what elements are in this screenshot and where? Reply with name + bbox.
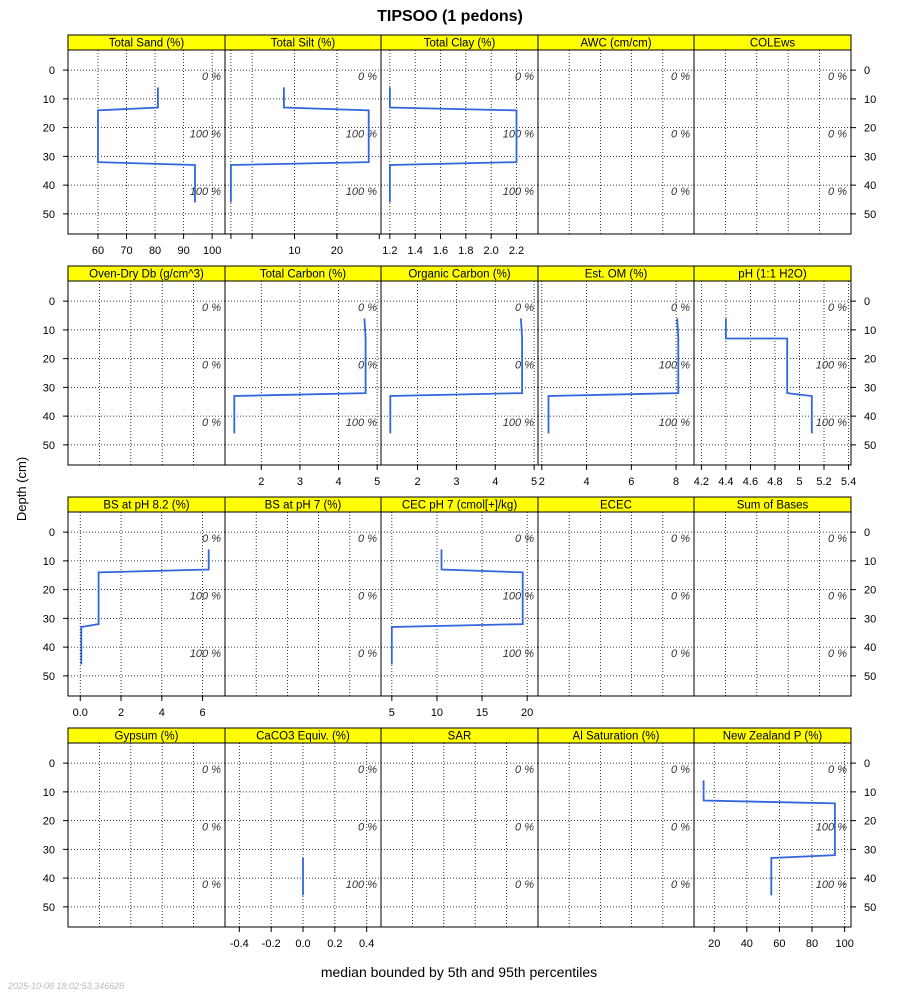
y-tick-label: 20 [864, 353, 877, 366]
x-tick-label: 2 [538, 476, 545, 488]
y-tick-label: 0 [864, 65, 871, 78]
x-tick-label: 80 [805, 938, 819, 950]
y-tick-label: 40 [864, 873, 877, 886]
y-tick-label: 20 [864, 122, 877, 135]
panel [43, 35, 225, 257]
panel [694, 266, 877, 488]
percent-label: 0 % [515, 359, 534, 372]
x-tick-label: 5 [374, 476, 381, 488]
y-tick-label: 50 [864, 208, 877, 221]
percent-label: 0 % [358, 821, 377, 834]
x-tick-label: 0.2 [327, 938, 343, 950]
panel [381, 497, 538, 719]
percent-label: 100 % [189, 647, 221, 660]
x-tick-label: 40 [740, 938, 753, 950]
x-tick-label: 2 [258, 476, 265, 488]
x-tick-label: 90 [177, 245, 190, 257]
percent-label: 0 % [358, 532, 377, 545]
panel [43, 266, 225, 465]
x-axis-label: median bounded by 5th and 95th percentiles [320, 964, 598, 980]
percent-label: 0 % [671, 128, 690, 141]
y-tick-label: 30 [42, 613, 55, 626]
panel [538, 35, 694, 234]
percent-label: 0 % [202, 70, 221, 83]
percent-label: 100 % [815, 821, 847, 834]
percent-label: 0 % [828, 532, 847, 545]
panel [381, 728, 538, 927]
x-tick-label: 6 [628, 476, 635, 488]
panel-title: Sum of Bases [736, 499, 809, 512]
percent-label: 100 % [345, 416, 377, 429]
percent-label: 100 % [502, 647, 534, 660]
y-tick-label: 30 [42, 151, 55, 164]
y-tick-label: 10 [864, 786, 877, 799]
percent-label: 0 % [202, 763, 221, 776]
x-tick-label: -0.2 [261, 938, 281, 950]
percent-label: 100 % [815, 359, 847, 372]
percent-label: 0 % [515, 821, 534, 834]
panel [43, 728, 225, 927]
x-tick-label: 3 [453, 476, 460, 488]
x-tick-label: 4 [583, 476, 590, 488]
x-tick-label: 1.2 [382, 245, 398, 257]
y-tick-label: 20 [42, 353, 55, 366]
x-tick-label: 6 [199, 707, 206, 719]
panel-title: CaCO3 Equiv. (%) [256, 730, 350, 743]
y-tick-label: 50 [42, 439, 55, 452]
panel-title: Total Silt (%) [270, 37, 336, 50]
x-tick-label: 2.2 [508, 245, 525, 257]
percent-label: 0 % [202, 821, 221, 834]
panel-title: New Zealand P (%) [722, 730, 823, 743]
y-tick-label: 0 [48, 527, 55, 540]
percent-label: 0 % [671, 185, 690, 198]
percent-label: 100 % [502, 128, 534, 141]
y-tick-label: 30 [42, 844, 55, 857]
panel [225, 35, 381, 257]
percent-label: 100 % [189, 185, 221, 198]
y-tick-label: 40 [42, 180, 55, 193]
percent-label: 100 % [345, 878, 377, 891]
x-tick-label: 80 [148, 245, 162, 257]
percent-label: 100 % [345, 128, 377, 141]
y-tick-label: 10 [864, 555, 877, 568]
x-tick-label: 0.0 [295, 938, 311, 950]
x-tick-label: 60 [773, 938, 786, 950]
panel-title: Al Saturation (%) [572, 730, 660, 743]
percent-label: 0 % [515, 532, 534, 545]
y-tick-label: 30 [864, 151, 877, 164]
percent-label: 100 % [658, 416, 690, 429]
percent-label: 0 % [828, 301, 847, 314]
percent-label: 0 % [671, 590, 690, 603]
y-tick-label: 50 [864, 670, 877, 683]
x-tick-label: 1.6 [432, 245, 449, 257]
panel-title: COLEws [749, 37, 796, 50]
y-tick-label: 40 [42, 642, 55, 655]
x-tick-label: 100 [835, 938, 854, 950]
x-tick-label: 15 [475, 707, 489, 719]
y-tick-label: 50 [42, 670, 55, 683]
percent-label: 0 % [358, 647, 377, 660]
percent-label: 0 % [358, 359, 377, 372]
x-tick-label: 4 [492, 476, 499, 488]
x-tick-label: 20 [708, 938, 721, 950]
y-tick-label: 20 [42, 815, 55, 828]
panel-title: Est. OM (%) [584, 268, 648, 281]
percent-label: 0 % [671, 763, 690, 776]
panel [694, 497, 876, 696]
y-tick-label: 10 [42, 324, 55, 337]
y-tick-label: 10 [42, 555, 55, 568]
panel-title: BS at pH 8.2 (%) [103, 499, 190, 512]
y-axis-label: Depth (cm) [14, 456, 29, 522]
y-tick-label: 20 [864, 815, 877, 828]
percent-label: 0 % [202, 359, 221, 372]
percent-label: 0 % [202, 416, 221, 429]
x-tick-label: 1.8 [458, 245, 474, 257]
x-tick-label: 4 [158, 707, 165, 719]
x-tick-label: 5.4 [840, 476, 857, 488]
x-tick-label: 4.8 [767, 476, 783, 488]
panel-title: SAR [447, 730, 472, 743]
x-tick-label: 3 [296, 476, 303, 488]
x-tick-label: 70 [120, 245, 133, 257]
panel-title: Total Sand (%) [108, 37, 185, 50]
x-tick-label: 4 [335, 476, 342, 488]
panel [225, 266, 381, 488]
panel-title: Total Clay (%) [423, 37, 496, 50]
x-tick-label: 5 [531, 476, 538, 488]
x-tick-label: 5 [388, 707, 395, 719]
panel-title: Oven-Dry Db (g/cm^3) [89, 268, 204, 281]
y-tick-label: 10 [864, 324, 877, 337]
panel [225, 497, 381, 696]
x-tick-label: 2.0 [483, 245, 499, 257]
panel [381, 35, 538, 257]
y-tick-label: 50 [864, 901, 877, 914]
percent-label: 0 % [671, 532, 690, 545]
percent-label: 100 % [189, 590, 221, 603]
y-tick-label: 20 [42, 584, 55, 597]
panel [538, 728, 694, 927]
y-tick-label: 0 [864, 527, 871, 540]
percent-label: 100 % [815, 416, 847, 429]
y-tick-label: 40 [864, 180, 877, 193]
y-tick-label: 20 [864, 584, 877, 597]
percent-label: 0 % [515, 878, 534, 891]
percent-label: 0 % [515, 763, 534, 776]
x-tick-label: -0.4 [229, 938, 249, 950]
panel [225, 728, 381, 950]
y-tick-label: 40 [864, 642, 877, 655]
panels-group [43, 35, 877, 950]
x-tick-label: 20 [330, 245, 344, 257]
panel-title: Gypsum (%) [114, 730, 179, 743]
percent-label: 100 % [189, 128, 221, 141]
y-tick-label: 50 [42, 901, 55, 914]
percent-label: 0 % [358, 590, 377, 603]
y-tick-label: 0 [864, 758, 871, 771]
y-tick-label: 30 [864, 613, 877, 626]
percent-label: 0 % [202, 532, 221, 545]
percent-label: 0 % [671, 878, 690, 891]
percent-label: 0 % [358, 763, 377, 776]
chart-title: TIPSOO (1 pedons) [377, 8, 523, 25]
percent-label: 0 % [358, 70, 377, 83]
y-tick-label: 10 [42, 93, 55, 106]
percent-label: 0 % [671, 647, 690, 660]
y-tick-label: 10 [42, 786, 55, 799]
percent-label: 0 % [828, 590, 847, 603]
y-tick-label: 0 [864, 296, 871, 309]
y-tick-label: 10 [864, 93, 877, 106]
percent-label: 0 % [515, 301, 534, 314]
panel-title: BS at pH 7 (%) [264, 499, 342, 512]
panel [381, 266, 538, 488]
y-tick-label: 30 [42, 382, 55, 395]
x-tick-label: 1.4 [407, 245, 423, 257]
x-tick-label: 60 [91, 245, 105, 257]
percent-label: 0 % [828, 647, 847, 660]
footer-timestamp: 2025-10-08 18:02:53.346628 [8, 981, 125, 991]
panel [694, 728, 876, 950]
x-tick-label: 4.2 [693, 476, 710, 488]
x-tick-label: 4.6 [742, 476, 759, 488]
x-tick-label: 2 [117, 707, 125, 719]
percent-label: 0 % [671, 70, 690, 83]
percent-label: 0 % [828, 185, 847, 198]
y-tick-label: 50 [864, 439, 877, 452]
percent-label: 100 % [502, 185, 534, 198]
panel-title: pH (1:1 H2O) [738, 268, 807, 281]
panel [694, 35, 876, 234]
y-tick-label: 40 [42, 411, 55, 424]
x-tick-label: 20 [521, 707, 534, 719]
x-tick-label: 100 [202, 245, 222, 257]
y-tick-label: 20 [42, 122, 55, 135]
y-tick-label: 0 [48, 65, 55, 78]
panel-title: Total Carbon (%) [259, 268, 347, 281]
panel-title: Organic Carbon (%) [408, 268, 511, 281]
panel [538, 266, 694, 488]
percent-label: 100 % [345, 185, 377, 198]
x-tick-label: 2 [414, 476, 421, 488]
y-tick-label: 30 [864, 382, 877, 395]
percent-label: 0 % [358, 301, 377, 314]
y-tick-label: 50 [42, 208, 55, 221]
x-tick-label: 4.4 [718, 476, 734, 488]
x-tick-label: 0.0 [72, 707, 88, 719]
percent-label: 100 % [658, 359, 690, 372]
panel-title: AWC (cm/cm) [580, 37, 652, 50]
y-tick-label: 40 [42, 873, 55, 886]
panel [538, 497, 694, 696]
percent-label: 100 % [502, 416, 534, 429]
x-tick-label: 8 [673, 476, 680, 488]
median-line [726, 318, 812, 433]
x-tick-label: 5.2 [816, 476, 832, 488]
x-tick-label: 10 [430, 707, 444, 719]
panel-title: CEC pH 7 (cmol[+]/kg) [401, 499, 518, 512]
y-tick-label: 40 [864, 411, 877, 424]
percent-label: 0 % [202, 878, 221, 891]
y-tick-label: 0 [48, 758, 55, 771]
percent-label: 0 % [828, 128, 847, 141]
panel-title: ECEC [600, 499, 632, 512]
percent-label: 0 % [828, 763, 847, 776]
x-tick-label: 0.4 [359, 938, 375, 950]
percent-label: 0 % [202, 301, 221, 314]
percent-label: 0 % [515, 70, 534, 83]
y-tick-label: 30 [864, 844, 877, 857]
y-tick-label: 0 [48, 296, 55, 309]
percent-label: 100 % [815, 878, 847, 891]
x-tick-label: 10 [288, 245, 301, 257]
percent-label: 0 % [671, 821, 690, 834]
percent-label: 0 % [671, 301, 690, 314]
panel [43, 497, 225, 719]
percent-label: 100 % [502, 590, 534, 603]
percent-label: 0 % [828, 70, 847, 83]
x-tick-label: 5 [796, 476, 803, 488]
